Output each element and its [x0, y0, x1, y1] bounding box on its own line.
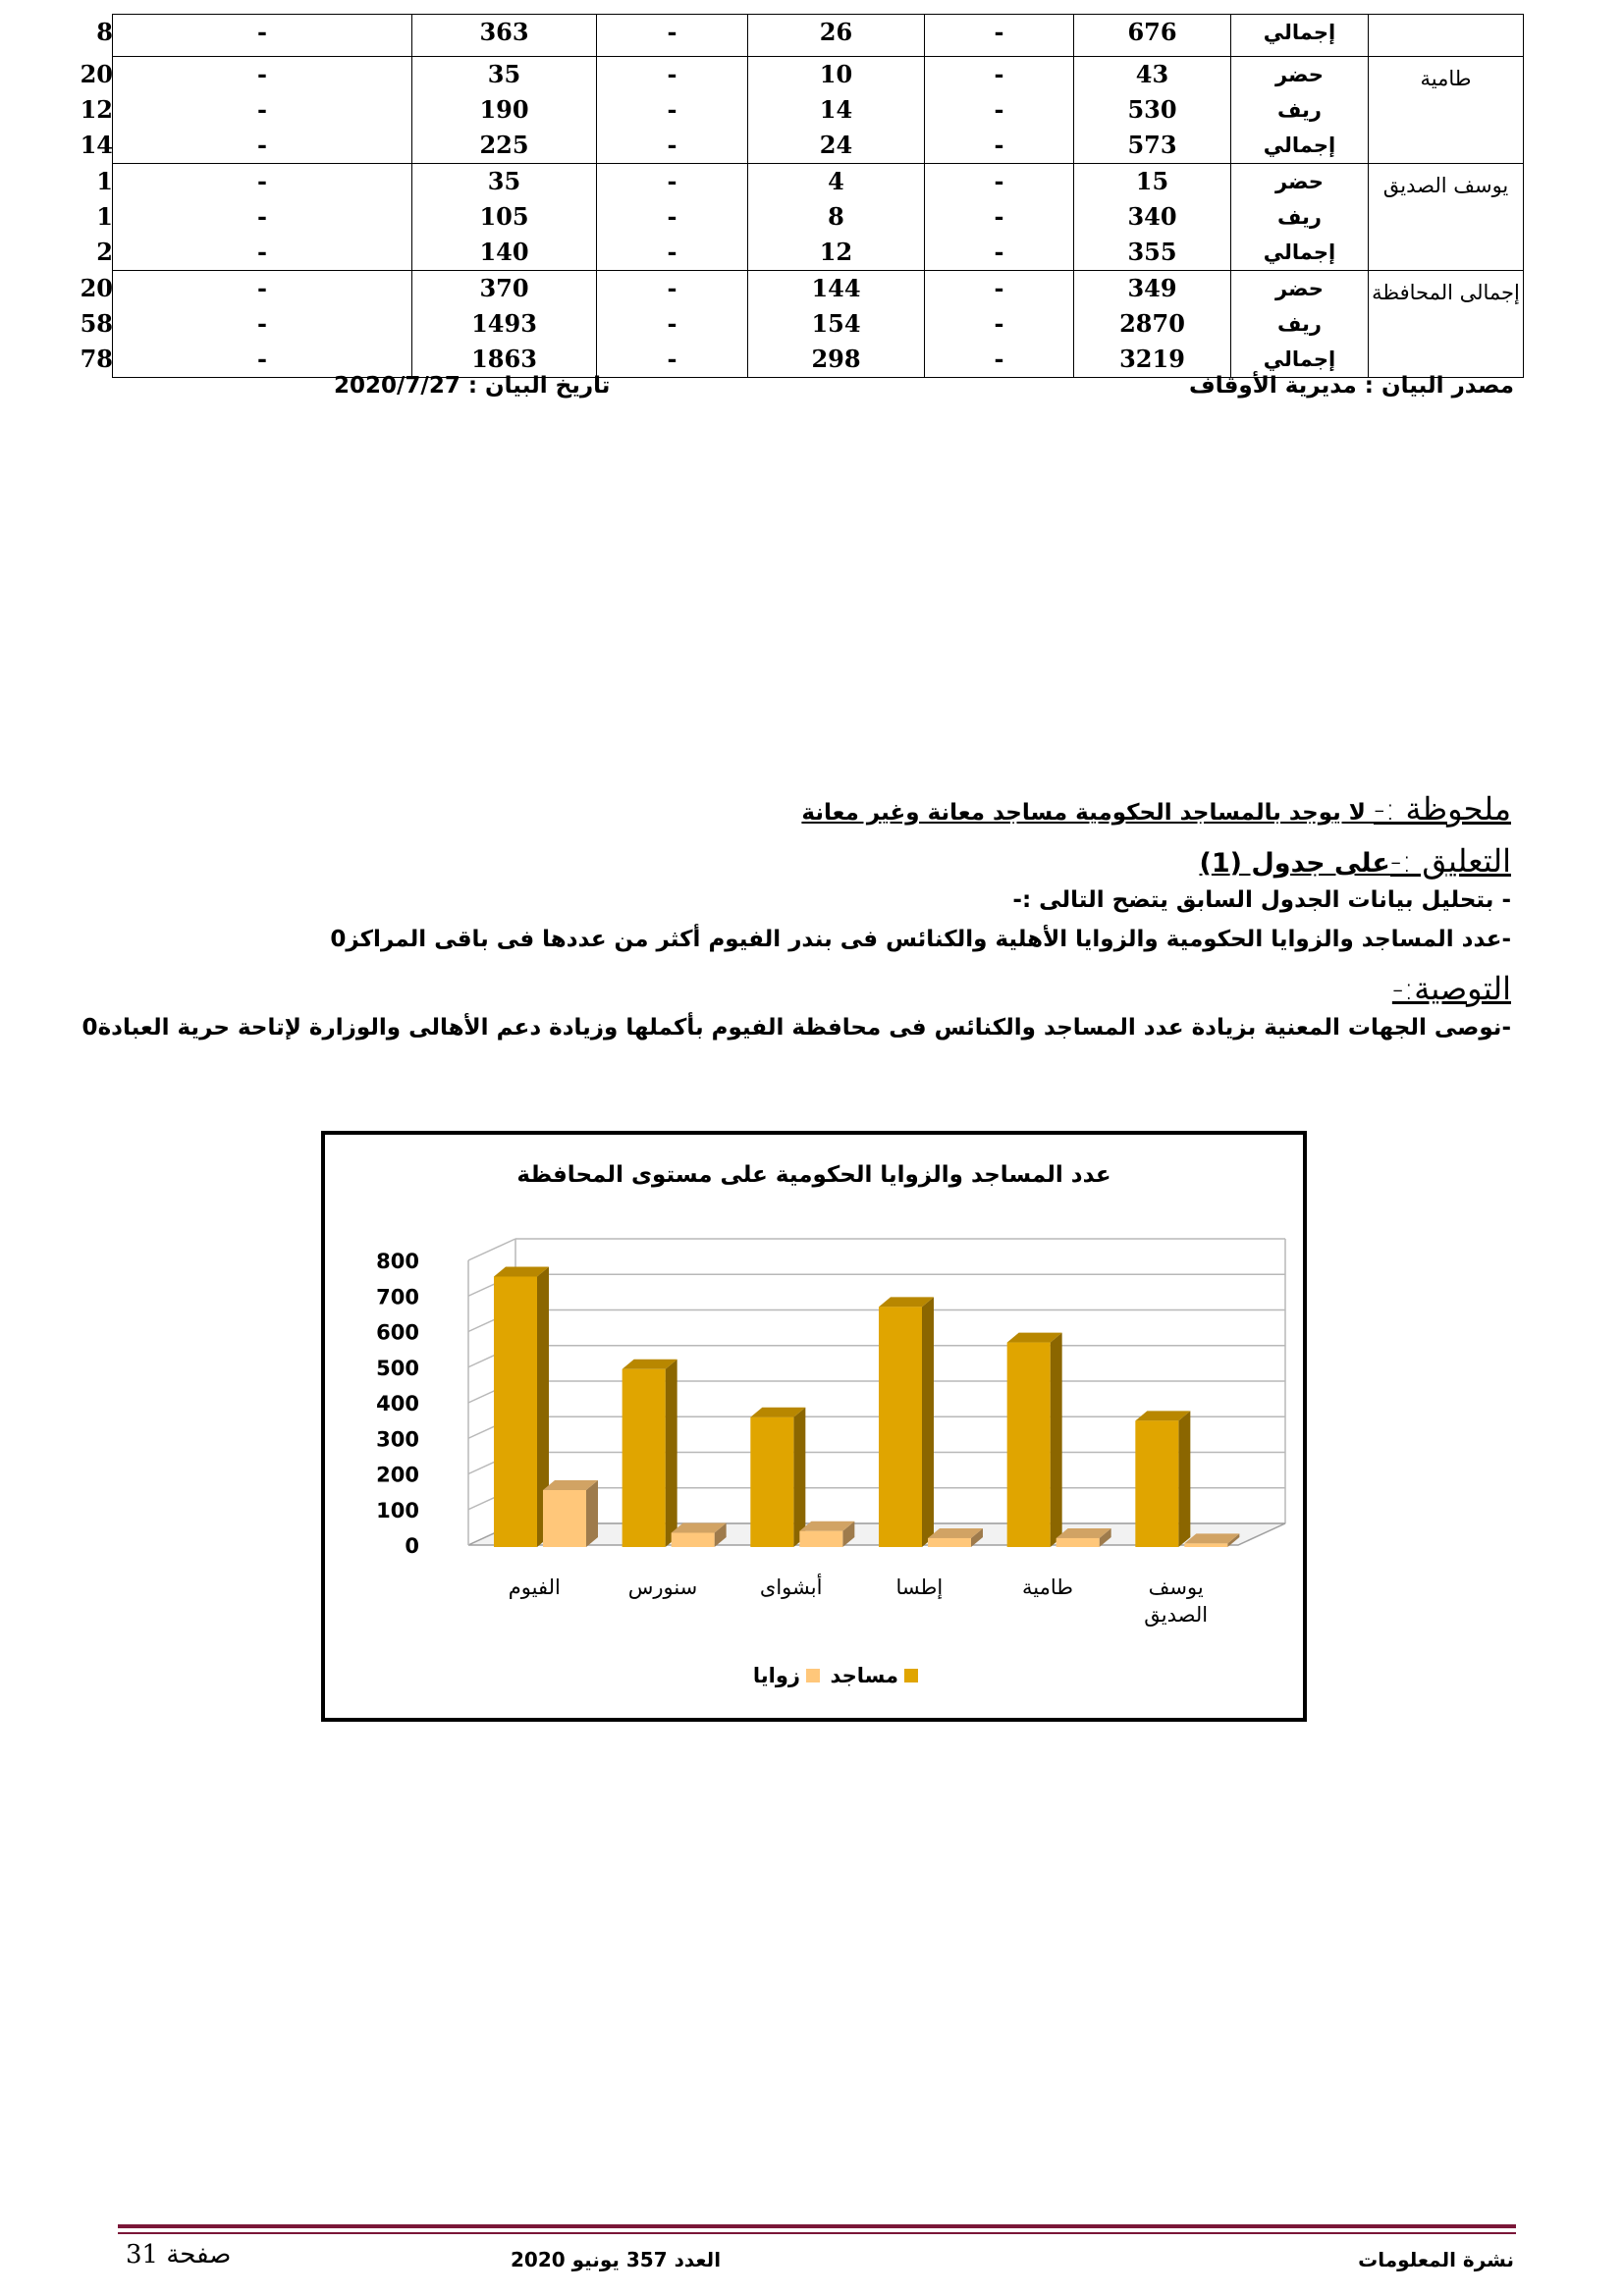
- environment-label: ريف: [1277, 205, 1322, 229]
- y-tick-label: 200: [376, 1463, 419, 1487]
- table-cell-value: 43: [1135, 60, 1169, 88]
- bar: [879, 1307, 922, 1547]
- data-date: تاريخ البيان : 2020/7/27: [334, 373, 611, 399]
- analysis-bullet-2: -عدد المساجد والزوايا الحكومية والزوايا الأهلية والكنائس فى بندر الفيوم أكثر من عددها فى باقى المراكز0: [330, 927, 1511, 952]
- data-source: مصدر البيان : مديرية الأوقاف: [1189, 373, 1514, 399]
- environment-label: حضر: [1275, 63, 1324, 86]
- value-cell: [597, 57, 748, 164]
- table-cell-value: 340: [1127, 202, 1177, 231]
- table-row-group: إجمالى المحافظة حضر ريف إجمالي 349 2870 3219 - - - 144 154 298 - - - 370 1493 1863 - - - 20 58 78: [113, 271, 1524, 378]
- note-text: لا يوجد بالمساجد الحكومية مساجد معانة وغير معانة: [801, 800, 1374, 826]
- legend-label: زوايا: [752, 1664, 800, 1687]
- value-cell: [597, 164, 748, 271]
- environment-cell: [1231, 164, 1369, 271]
- bar: [1007, 1343, 1051, 1547]
- table-cell-value: 190: [479, 95, 529, 124]
- comment-ref: على جدول (1): [1199, 848, 1390, 879]
- bar: [799, 1531, 842, 1547]
- value-cell: [748, 15, 925, 57]
- table-cell-value: -: [994, 95, 1004, 124]
- table-row-group: طامية حضر ريف إجمالي 43 530 573 - - - 10 14 24 - - - 35 190 225 - - - 20 12 14: [113, 57, 1524, 164]
- table-cell-value: -: [994, 60, 1004, 88]
- table-cell-value: 8: [828, 202, 844, 231]
- y-tick-label: 300: [376, 1427, 419, 1452]
- x-tick-label: أبشواى: [759, 1575, 823, 1599]
- value-cell-value: -: [257, 18, 267, 46]
- x-tick-label: سنورس: [627, 1575, 698, 1599]
- table-cell-value: -: [667, 131, 677, 159]
- footer-page-number: صفحة 31: [126, 2240, 232, 2269]
- governorate-cell: [1369, 15, 1524, 57]
- gridline-side: [468, 1239, 515, 1260]
- table-cell-value: 35: [487, 167, 521, 195]
- legend-label: مساجد: [830, 1664, 898, 1687]
- governorate-cell-value: [1369, 21, 1523, 56]
- value-cell: [748, 164, 925, 271]
- y-tick-label: 100: [376, 1498, 419, 1522]
- table-cell-value: 349: [1127, 274, 1177, 302]
- table-cell-value: -: [257, 274, 267, 302]
- chart-title: عدد المساجد والزوايا الحكومية على مستوى المحافظة: [516, 1162, 1111, 1188]
- environment-label: ريف: [1277, 98, 1322, 122]
- bar: [1056, 1538, 1100, 1547]
- value-cell: [412, 164, 597, 271]
- table-cell-value: 530: [1127, 95, 1177, 124]
- y-tick-label: 0: [405, 1534, 419, 1558]
- environment-label: إجمالي: [1263, 240, 1336, 264]
- value-cell: [748, 57, 925, 164]
- bar: [543, 1490, 586, 1547]
- table-cell-value: -: [257, 167, 267, 195]
- footer-rule-thin: [118, 2232, 1516, 2234]
- value-cell: [113, 15, 412, 57]
- table-cell-value: -: [667, 60, 677, 88]
- table-row-group: يوسف الصديق حضر ريف إجمالي 15 340 355 - - - 4 8 12 - - - 35 105 140 - - - 1 1 2: [113, 164, 1524, 271]
- value-cell: [1074, 164, 1231, 271]
- bar-side: [1178, 1411, 1190, 1547]
- table-cell-value: -: [994, 238, 1004, 266]
- value-cell: [925, 15, 1074, 57]
- table-cell-value: 144: [811, 274, 861, 302]
- value-cell-value: -: [994, 18, 1004, 46]
- value-cell: [412, 271, 597, 378]
- table-cell-value: -: [667, 202, 677, 231]
- table-cell-value: -: [667, 167, 677, 195]
- table-cell-value: -: [257, 202, 267, 231]
- x-tick-label: طامية: [1022, 1575, 1073, 1599]
- recommendation-heading: التوصية:-: [1391, 970, 1511, 1007]
- table-cell-value: 573: [1127, 131, 1177, 159]
- value-cell-value: 676: [1127, 18, 1177, 46]
- value-cell: [113, 164, 412, 271]
- value-cell: [113, 271, 412, 378]
- table-cell-value: 140: [479, 238, 529, 266]
- value-cell: [1074, 57, 1231, 164]
- table-cell-value: 370: [479, 274, 529, 302]
- value-cell: [412, 57, 597, 164]
- bar-chart: [325, 1135, 1303, 1718]
- environment-label: حضر: [1275, 277, 1324, 300]
- bar-side: [1051, 1333, 1062, 1547]
- table-cell-value: 4: [828, 167, 844, 195]
- value-cell-value: 26: [819, 18, 853, 46]
- table-cell-value: -: [257, 309, 267, 338]
- chart-frame: [321, 1131, 1307, 1722]
- value-cell: [597, 271, 748, 378]
- table-cell-value: 355: [1127, 238, 1177, 266]
- value-cell: [925, 271, 1074, 378]
- bar: [1184, 1543, 1227, 1547]
- table-cell-value: -: [667, 274, 677, 302]
- table-cell-value: 105: [479, 202, 529, 231]
- bar: [928, 1538, 971, 1547]
- table-cell-value: 24: [819, 131, 853, 159]
- value-cell: [412, 15, 597, 57]
- table-cell-value: 225: [479, 131, 529, 159]
- y-tick-label: 400: [376, 1392, 419, 1415]
- table-cell-value: -: [994, 345, 1004, 373]
- bar-side: [586, 1480, 598, 1547]
- note-heading: ملحوظة :-: [1373, 790, 1511, 828]
- table-cell-value: -: [994, 167, 1004, 195]
- environment-cell: [1231, 15, 1369, 57]
- table-cell-value: 1863: [471, 345, 537, 373]
- table-cell-value: 2870: [1119, 309, 1185, 338]
- governorate-cell: إجمالى المحافظة: [1369, 271, 1524, 378]
- value-cell-value: -: [667, 18, 677, 46]
- footer-publication: نشرة المعلومات: [1358, 2248, 1514, 2271]
- y-tick-label: 800: [376, 1250, 419, 1273]
- table-cell-value: 1493: [471, 309, 537, 338]
- value-cell: [113, 57, 412, 164]
- value-cell: [597, 15, 748, 57]
- value-cell: [748, 271, 925, 378]
- table-cell-value: -: [994, 309, 1004, 338]
- x-tick-label: يوسف: [1148, 1575, 1204, 1599]
- table-cell-value: -: [994, 202, 1004, 231]
- bar-side: [666, 1360, 677, 1547]
- data-table: [80, 14, 1524, 378]
- table-cell-value: -: [257, 60, 267, 88]
- table-cell-value: -: [667, 309, 677, 338]
- bar: [672, 1533, 715, 1548]
- environment-label: ريف: [1277, 312, 1322, 336]
- analysis-bullet-1: - بتحليل بيانات الجدول السابق يتضح التالى :-: [1012, 887, 1511, 913]
- table-row: إجمالي 676 - 26 - 363 - 8: [113, 15, 1524, 57]
- y-tick-label: 500: [376, 1356, 419, 1380]
- legend-swatch: [806, 1669, 820, 1682]
- footer-issue: العدد 357 يونيو 2020: [511, 2248, 722, 2271]
- bar-side: [793, 1408, 805, 1547]
- governorate-cell: يوسف الصديق: [1369, 164, 1524, 271]
- environment-cell: [1231, 57, 1369, 164]
- recommendation-text: -نوصى الجهات المعنية بزيادة عدد المساجد والكنائس فى محافظة الفيوم بأكملها وزيادة دعم الأهالى والوزارة لإتاحة حرية العبادة0: [81, 1015, 1511, 1041]
- value-cell: [925, 164, 1074, 271]
- table-body: [80, 15, 1524, 378]
- table-cell-value: -: [257, 345, 267, 373]
- bar: [623, 1369, 666, 1547]
- table-cell-value: 3219: [1119, 345, 1185, 373]
- value-cell-value: 363: [479, 18, 529, 46]
- x-tick-label: إطسا: [895, 1575, 944, 1599]
- environment-label: حضر: [1275, 170, 1324, 193]
- environment-label: إجمالي: [1263, 347, 1336, 371]
- environment-label: إجمالي: [1263, 133, 1336, 157]
- table-cell-value: -: [994, 274, 1004, 302]
- bar: [494, 1277, 537, 1548]
- value-cell: [1074, 271, 1231, 378]
- legend-swatch: [904, 1669, 918, 1682]
- comment-heading: التعليق :-: [1389, 842, 1511, 880]
- environment-cell: [1231, 271, 1369, 378]
- comment-line: [1200, 842, 1512, 880]
- table-cell-value: 298: [811, 345, 861, 373]
- governorate-cell: طامية: [1369, 57, 1524, 164]
- y-tick-label: 700: [376, 1285, 419, 1309]
- table-cell-value: 12: [819, 238, 853, 266]
- value-cell: [925, 57, 1074, 164]
- bar: [750, 1417, 793, 1547]
- table-cell-value: 14: [819, 95, 853, 124]
- bar: [1135, 1420, 1178, 1547]
- value-cell: [1074, 15, 1231, 57]
- x-tick-label: الصديق: [1144, 1603, 1209, 1627]
- x-tick-label: الفيوم: [508, 1575, 561, 1599]
- table-cell-value: 154: [811, 309, 861, 338]
- table-cell-value: 10: [819, 60, 853, 88]
- table-cell-value: -: [257, 238, 267, 266]
- table-cell-value: -: [994, 131, 1004, 159]
- table-cell-value: 15: [1135, 167, 1169, 195]
- bar-side: [922, 1297, 934, 1547]
- environment-cell-value: إجمالي: [1263, 21, 1336, 44]
- footer-rule: [118, 2224, 1516, 2228]
- y-tick-label: 600: [376, 1320, 419, 1345]
- note-line: [801, 790, 1511, 828]
- table-cell-value: -: [257, 131, 267, 159]
- table-cell-value: -: [667, 95, 677, 124]
- table-cell-value: -: [667, 238, 677, 266]
- table-cell-value: -: [257, 95, 267, 124]
- table-cell-value: 35: [487, 60, 521, 88]
- table-cell-value: -: [667, 345, 677, 373]
